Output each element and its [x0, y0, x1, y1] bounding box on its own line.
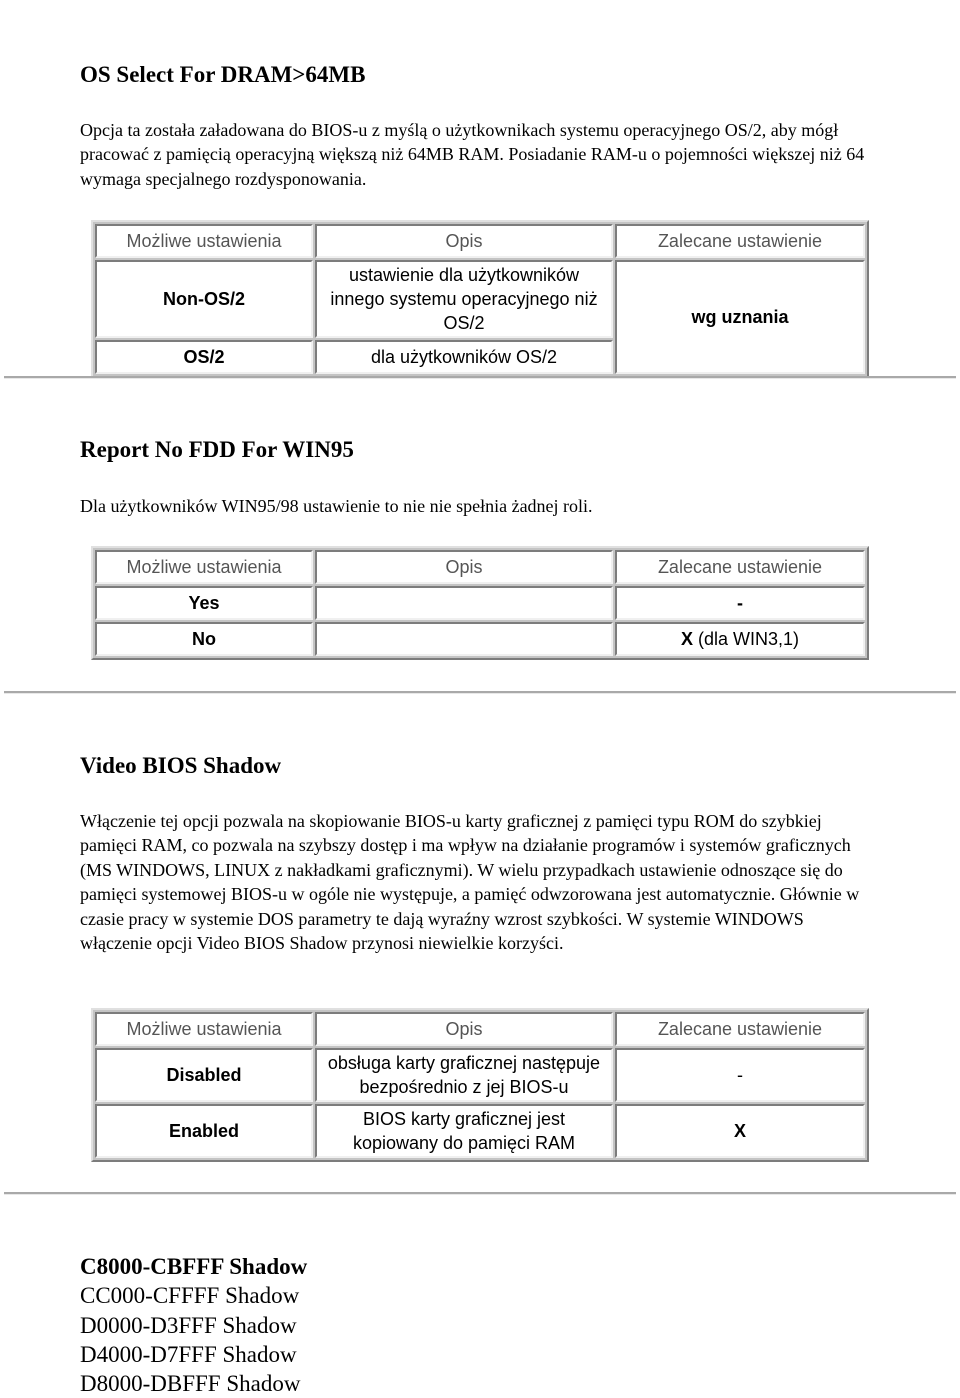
description-cell — [315, 586, 613, 620]
description-cell: dla użytkowników OS/2 — [315, 340, 613, 374]
recommended-cell — [615, 586, 865, 620]
settings-table — [91, 220, 869, 378]
section-title: Video BIOS Shadow — [80, 753, 282, 778]
list-item: C8000-CBFFF Shadow — [80, 1254, 308, 1279]
option-cell: OS/2 — [95, 340, 313, 374]
section-description: Opcja ta została załadowana do BIOS-u z myślą o użytkownikach systemu operacyjnego OS/2, aby mógł pracować z pamięcią operacyjną większą niż 64MB RAM. Posiadanie RAM-u o pojemności większej niż 64 wymaga specjalnego rozdysponowania. — [80, 120, 865, 189]
shadow-range-list — [80, 1252, 307, 1398]
recommended-cell: X — [615, 1104, 865, 1158]
option-cell: Non-OS/2 — [95, 260, 313, 338]
header-recommended: Zalecane ustawienie — [615, 1012, 865, 1046]
section-divider — [4, 1192, 956, 1195]
header-description: Opis — [315, 1012, 613, 1046]
recommended-cell: wg uznania — [615, 260, 865, 374]
option-cell: Disabled — [95, 1048, 313, 1102]
header-recommended: Zalecane ustawienie — [615, 224, 865, 258]
header-possible-settings: Możliwe ustawienia — [95, 1012, 313, 1046]
list-item: CC000-CFFFF Shadow — [80, 1283, 300, 1309]
description-cell: BIOS karty graficznej jest kopiowany do pamięci RAM — [315, 1104, 613, 1158]
section-description: Dla użytkowników WIN95/98 ustawienie to nie nie spełnia żadnej roli. — [80, 496, 593, 516]
section-divider — [4, 376, 956, 379]
header-possible-settings: Możliwe ustawienia — [95, 550, 313, 584]
section-title: OS Select For DRAM>64MB — [80, 62, 366, 87]
section-title: Report No FDD For WIN95 — [80, 437, 354, 462]
recommended-note: (dla WIN3,1) — [692, 629, 800, 649]
option-cell: Enabled — [95, 1104, 313, 1158]
description-cell — [315, 622, 613, 656]
header-recommended: Zalecane ustawienie — [615, 550, 865, 584]
header-possible-settings: Możliwe ustawienia — [95, 224, 313, 258]
section-description: Włączenie tej opcji pozwala na skopiowanie BIOS-u karty graficznej z pamięci typu ROM do szybkiej pamięci RAM, co pozwala na szybszy dostęp i ma wpływ na działanie programów i systemów graficznych (MS WINDOWS, LINUX z nakładkami graficznymi). W wielu przypadkach ustawienie odnoszące się do pamięci systemowej BIOS-u w ogóle nie występuje, a pamięć odwzorowana jest automatycznie. Głównie w czasie pracy w systemie DOS parametry te dają wyraźny wzrost szybkości. W systemie WINDOWS włączenie opcji Video BIOS Shadow przynosi niewielkie korzyści. — [80, 811, 860, 954]
option-cell: Yes — [95, 586, 313, 620]
recommended-cell — [615, 622, 865, 656]
recommended-value: - — [737, 593, 743, 613]
settings-table — [91, 1008, 869, 1162]
description-cell: obsługa karty graficznej następuje bezpośrednio z jej BIOS-u — [315, 1048, 613, 1102]
recommended-value: X — [680, 629, 693, 649]
list-item: D0000-D3FFF Shadow — [80, 1312, 297, 1338]
description-cell: ustawienie dla użytkowników innego systemu operacyjnego niż OS/2 — [315, 260, 613, 338]
header-description: Opis — [315, 550, 613, 584]
list-item: D4000-D7FFF Shadow — [80, 1341, 297, 1367]
option-cell: No — [95, 622, 313, 656]
list-item: D8000-DBFFF Shadow — [80, 1371, 301, 1397]
section-divider — [4, 691, 956, 694]
settings-table — [91, 546, 869, 660]
recommended-cell: - — [615, 1048, 865, 1102]
header-description: Opis — [315, 224, 613, 258]
